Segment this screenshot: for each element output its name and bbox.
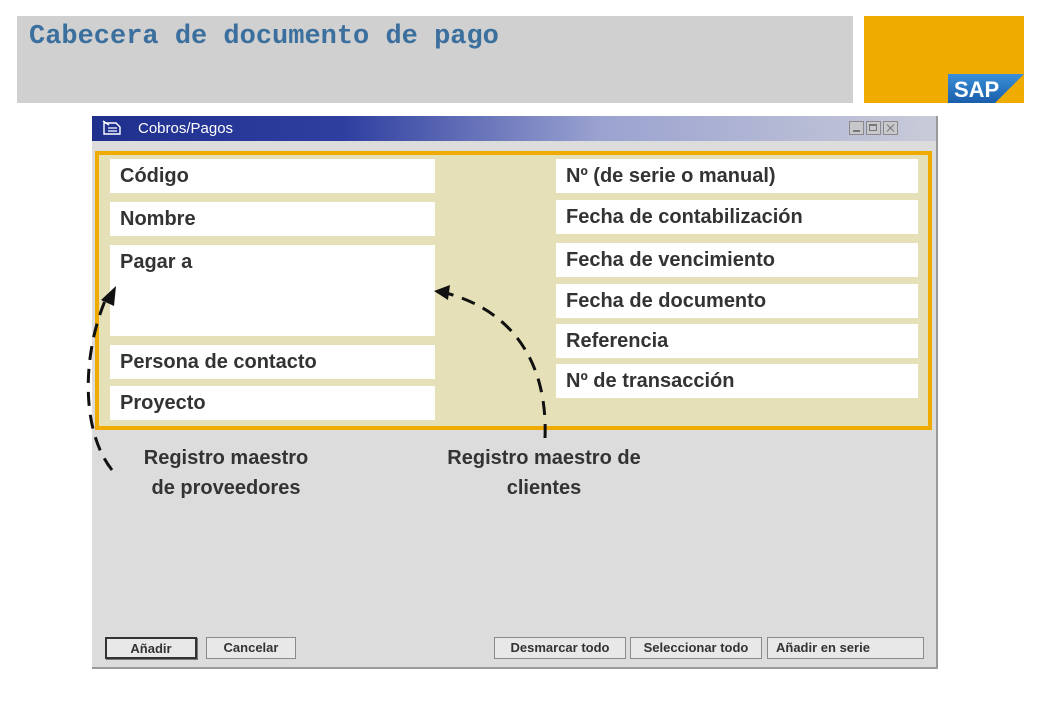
vendor-master-caption	[96, 443, 356, 503]
field-proyecto[interactable]: Proyecto	[110, 386, 435, 420]
maximize-icon[interactable]	[866, 121, 881, 135]
field-persona-de-contacto[interactable]: Persona de contacto	[110, 345, 435, 379]
field-fecha-contabilizacion[interactable]: Fecha de contabilización	[556, 200, 918, 234]
customer-master-caption	[404, 443, 684, 503]
customer-caption-line2: clientes	[506, 477, 582, 499]
window-titlebar[interactable]	[92, 116, 936, 141]
field-fecha-documento[interactable]: Fecha de documento	[556, 284, 918, 318]
minimize-icon[interactable]	[849, 121, 864, 135]
add-in-series-dropdown[interactable]: Añadir en serie	[767, 637, 924, 659]
customer-caption-line1: Registro maestro de	[447, 447, 641, 469]
field-pagar-a[interactable]: Pagar a	[110, 245, 435, 336]
sap-logo	[948, 74, 1024, 103]
deselect-all-button[interactable]: Desmarcar todo	[494, 637, 626, 659]
cancel-button[interactable]: Cancelar	[206, 637, 296, 659]
vendor-caption-line1: Registro maestro	[143, 447, 309, 469]
select-all-button[interactable]: Seleccionar todo	[630, 637, 762, 659]
field-codigo[interactable]: Código	[110, 159, 435, 193]
vendor-caption-line2: de proveedores	[151, 477, 301, 499]
field-numero-serie[interactable]: Nº (de serie o manual)	[556, 159, 918, 193]
field-numero-transaccion[interactable]: Nº de transacción	[556, 364, 918, 398]
window-controls	[849, 121, 898, 135]
close-icon[interactable]	[883, 121, 898, 135]
svg-text:SAP: SAP	[954, 77, 1000, 102]
add-button[interactable]: Añadir	[105, 637, 197, 659]
document-icon	[102, 120, 124, 136]
field-nombre[interactable]: Nombre	[110, 202, 435, 236]
window-title: Cobros/Pagos	[138, 120, 234, 137]
page-title: Cabecera de documento de pago	[29, 22, 499, 52]
field-fecha-vencimiento[interactable]: Fecha de vencimiento	[556, 243, 918, 277]
field-referencia[interactable]: Referencia	[556, 324, 918, 358]
slide-title-bar	[17, 16, 853, 103]
